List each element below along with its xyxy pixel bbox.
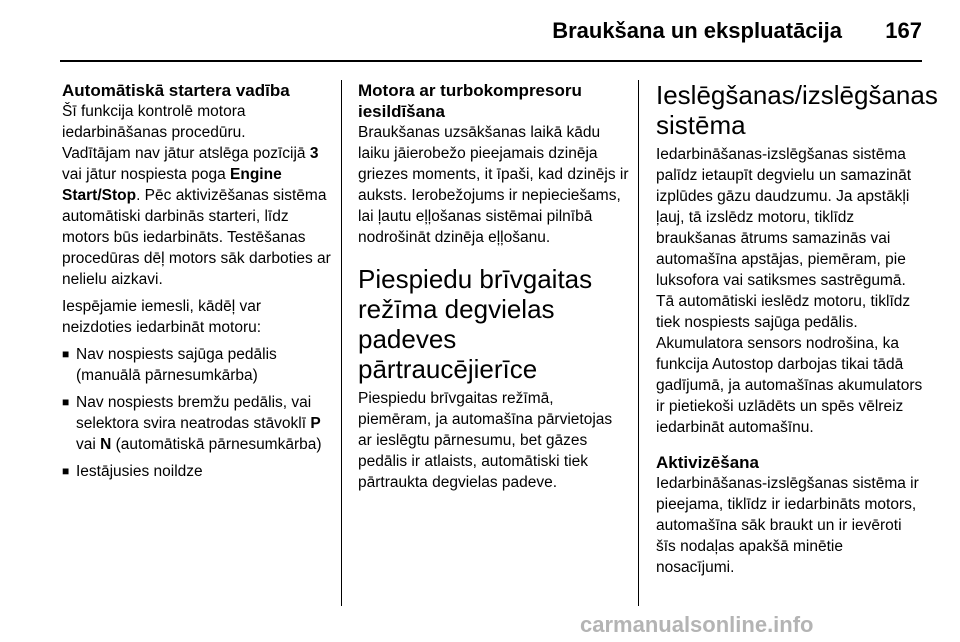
reason-list <box>62 344 334 482</box>
column-divider <box>638 80 639 606</box>
bullet-icon: ■ <box>62 464 70 478</box>
watermark: carmanualsonline.info <box>580 612 814 637</box>
bullet-icon: ■ <box>62 395 70 409</box>
list-item: ■ Nav nospiests sajūga pedālis (manuālā pārnesumkārba) <box>62 346 277 384</box>
column-2 <box>358 80 630 493</box>
bullet-icon: ■ <box>62 347 70 361</box>
list-item: ■ Iestājusies noildze <box>62 463 203 480</box>
column-divider <box>341 80 342 606</box>
paragraph: Šī funkcija kontrolē motora iedarbināšanas procedūru. <box>62 103 246 141</box>
paragraph: Vadītājam nav jātur atslēga pozīcijā 3 vai jātur nospiesta poga Engine Start/Stop. Pēc aktivizēšanas sistēma automātiski darbinās starteri, līdz motors būs iedarbināts. Testēšanas procedūras dēļ motors sāk darboties ar nelielu aizkavi. <box>62 145 331 288</box>
list-item: ■ Nav nospiests bremžu pedālis, vai selektora svira neatrodas stāvoklī P vai N (automātiskā pārnesumkārba) <box>62 394 322 453</box>
section-heading-activation: Aktivizēšana <box>656 453 759 472</box>
section-heading-turbo-warmup: Motora ar turbokompresoru iesildīšana <box>358 81 582 121</box>
paragraph: Iespējamie iemesli, kādēļ var neizdoties iedarbināt motoru: <box>62 298 262 336</box>
section-heading-automatic-starter: Automātiskā startera vadība <box>62 81 290 100</box>
paragraph: Iedarbināšanas-izslēgšanas sistēma ir pieejama, tiklīdz ir iedarbināts motors, automašīna sāk braukt un ir ievēroti šīs nodaļas apakšā minētie nosacījumi. <box>656 475 919 576</box>
page-header-title: Braukšana un ekspluatācija <box>552 18 842 43</box>
column-3 <box>656 80 938 578</box>
header-divider <box>60 60 922 62</box>
column-1 <box>62 80 334 482</box>
page-number: 167 <box>885 18 922 43</box>
section-heading-fuel-cutoff: Piespiedu brīvgaitas režīma degvielas padeves pārtraucējierīce <box>358 264 593 384</box>
paragraph: Braukšanas uzsākšanas laikā kādu laiku jāierobežo pieejamais dzinēja griezes moments, it īpaši, kad dzinējs ir auksts. Ierobežojums ir nepieciešams, lai ļautu eļļošanas sistēmai pilnībā nodrošināt dzinēja eļļošanu. <box>358 124 629 246</box>
page-header <box>0 0 960 60</box>
section-heading-start-stop: Ieslēgšanas/izslēgšanas sistēma <box>656 80 938 140</box>
paragraph: Iedarbināšanas-izslēgšanas sistēma palīdz ietaupīt degvielu un samazināt izplūdes gāzu daudzumu. Ja apstākļi ļauj, tā izslēdz motoru, tiklīdz braukšanas ātrums samazinās vai automašīna apstājas, piemēram, pie luksofora vai satiksmes sastrēgumā. Tā automātiski ieslēdz motoru, tiklīdz tiek nospiests sajūga pedālis. Akumulatora sensors nodrošina, ka funkcija Autostop darbojas tikai tādā gadījumā, ja automašīnas akumulators ir pietiekoši uzlādēts un spēs vēlreiz iedarbināt automašīnu. <box>656 146 923 436</box>
paragraph: Piespiedu brīvgaitas režīmā, piemēram, ja automašīna pārvietojas ar ieslēgtu pārnesumu, bet gāzes pedālis ir atlaists, automātiski tiek pārtraukta degvielas padeve. <box>358 390 613 491</box>
